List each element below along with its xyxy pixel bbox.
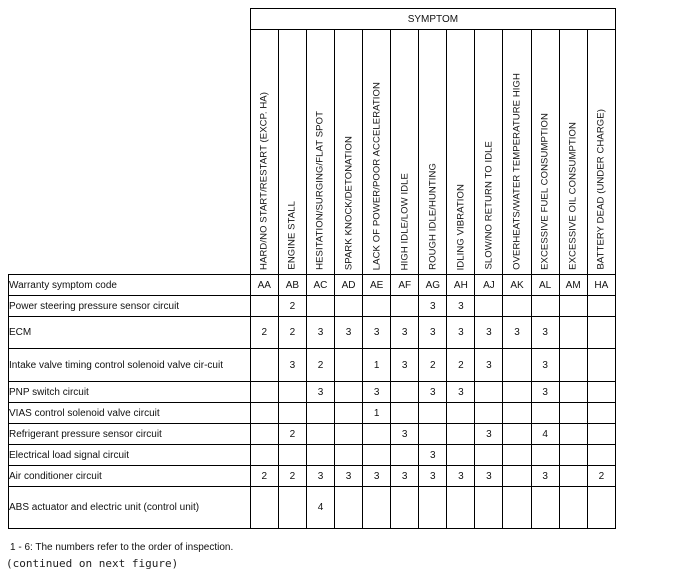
inspection-order-cell: [278, 487, 306, 529]
inspection-order-cell: [306, 296, 334, 317]
table-row: [9, 487, 616, 529]
inspection-order-cell: [559, 445, 587, 466]
inspection-order-cell: [559, 349, 587, 382]
column-header-label: EXCESSIVE OIL CONSUMPTION: [567, 122, 579, 270]
table-row: [9, 382, 616, 403]
inspection-order-cell: 3: [363, 382, 391, 403]
row-label: Power steering pressure sensor circuit: [9, 296, 251, 317]
column-header-label: OVERHEATS/WATER TEMPERATURE HIGH: [511, 73, 523, 270]
row-label: VIAS control solenoid valve circuit: [9, 403, 251, 424]
inspection-order-cell: 2: [278, 466, 306, 487]
inspection-order-cell: [306, 424, 334, 445]
inspection-order-cell: 2: [250, 317, 278, 349]
row-label: Air conditioner circuit: [9, 466, 251, 487]
footnote: 1 - 6: The numbers refer to the order of inspection.: [10, 542, 234, 553]
inspection-order-cell: [419, 403, 447, 424]
inspection-order-cell: [587, 382, 615, 403]
inspection-order-cell: [278, 445, 306, 466]
inspection-order-cell: [503, 403, 531, 424]
table-row: [9, 403, 616, 424]
column-header: [559, 30, 587, 275]
inspection-order-cell: 3: [531, 349, 559, 382]
table-corner: [9, 9, 251, 275]
inspection-order-cell: [391, 382, 419, 403]
inspection-order-cell: [250, 403, 278, 424]
column-header: [363, 30, 391, 275]
table-row: [9, 424, 616, 445]
column-header-label: ROUGH IDLE/HUNTING: [427, 163, 439, 270]
inspection-order-cell: [447, 424, 475, 445]
symptom-code: AG: [419, 275, 447, 296]
inspection-order-cell: 1: [363, 403, 391, 424]
inspection-order-cell: [419, 487, 447, 529]
column-header: [391, 30, 419, 275]
inspection-order-cell: 3: [306, 382, 334, 403]
inspection-order-cell: [335, 445, 363, 466]
column-header: [475, 30, 503, 275]
inspection-order-cell: 4: [531, 424, 559, 445]
inspection-order-cell: [503, 487, 531, 529]
inspection-order-cell: 3: [447, 382, 475, 403]
inspection-order-cell: 3: [391, 466, 419, 487]
inspection-order-cell: [391, 403, 419, 424]
inspection-order-cell: [391, 445, 419, 466]
inspection-order-cell: [335, 487, 363, 529]
column-header-label: ENGINE STALL: [286, 201, 298, 270]
column-header: [335, 30, 363, 275]
inspection-order-cell: 3: [503, 317, 531, 349]
symptom-code: AM: [559, 275, 587, 296]
inspection-order-cell: [559, 382, 587, 403]
inspection-order-cell: 3: [531, 317, 559, 349]
inspection-order-cell: [250, 296, 278, 317]
inspection-order-cell: [391, 296, 419, 317]
continued-note: (continued on next figure): [6, 557, 179, 570]
inspection-order-cell: [475, 296, 503, 317]
inspection-order-cell: [335, 403, 363, 424]
inspection-order-cell: [475, 445, 503, 466]
inspection-order-cell: [503, 296, 531, 317]
inspection-order-cell: 3: [419, 296, 447, 317]
inspection-order-cell: 2: [447, 349, 475, 382]
inspection-order-cell: [587, 349, 615, 382]
inspection-order-cell: [503, 424, 531, 445]
column-header-label: EXCESSIVE FUEL CONSUMPTION: [539, 113, 551, 270]
inspection-order-cell: [559, 296, 587, 317]
column-header: [447, 30, 475, 275]
inspection-order-cell: [335, 296, 363, 317]
inspection-order-cell: 2: [587, 466, 615, 487]
column-header-label: SPARK KNOCK/DETONATION: [343, 135, 355, 270]
inspection-order-cell: 3: [419, 466, 447, 487]
inspection-order-cell: [503, 466, 531, 487]
inspection-order-cell: 3: [306, 466, 334, 487]
symptom-code: AD: [335, 275, 363, 296]
row-label: ABS actuator and electric unit (control unit): [9, 487, 251, 529]
code-row-label: Warranty symptom code: [9, 275, 251, 296]
inspection-order-cell: [250, 424, 278, 445]
column-header: [419, 30, 447, 275]
inspection-order-cell: 3: [419, 445, 447, 466]
inspection-order-cell: [363, 424, 391, 445]
inspection-order-cell: 3: [278, 349, 306, 382]
inspection-order-cell: [363, 487, 391, 529]
inspection-order-cell: [475, 403, 503, 424]
symptom-code: AF: [391, 275, 419, 296]
column-header: [587, 30, 615, 275]
column-header-label: HARD/NO START/RESTART (EXCP. HA): [258, 92, 270, 270]
inspection-order-cell: 3: [306, 317, 334, 349]
inspection-order-cell: 3: [531, 382, 559, 403]
column-header: [531, 30, 559, 275]
table-row: [9, 317, 616, 349]
column-header: [250, 30, 278, 275]
symptom-table: [8, 8, 616, 529]
inspection-order-cell: [531, 296, 559, 317]
inspection-order-cell: [587, 296, 615, 317]
inspection-order-cell: [559, 317, 587, 349]
inspection-order-cell: [475, 382, 503, 403]
inspection-order-cell: [306, 403, 334, 424]
symptom-header: SYMPTOM: [250, 9, 615, 30]
inspection-order-cell: [587, 317, 615, 349]
inspection-order-cell: [587, 445, 615, 466]
inspection-order-cell: 3: [391, 424, 419, 445]
symptom-code: AC: [306, 275, 334, 296]
inspection-order-cell: [391, 487, 419, 529]
inspection-order-cell: [559, 403, 587, 424]
inspection-order-cell: [587, 487, 615, 529]
inspection-order-cell: 3: [447, 296, 475, 317]
inspection-order-cell: [363, 445, 391, 466]
inspection-order-cell: 3: [363, 466, 391, 487]
inspection-order-cell: [335, 382, 363, 403]
inspection-order-cell: 3: [475, 466, 503, 487]
inspection-order-cell: [278, 382, 306, 403]
inspection-order-cell: 3: [447, 466, 475, 487]
inspection-order-cell: 3: [335, 466, 363, 487]
table-row: [9, 445, 616, 466]
symptom-code: AE: [363, 275, 391, 296]
symptom-code: AJ: [475, 275, 503, 296]
inspection-order-cell: 3: [419, 317, 447, 349]
inspection-order-cell: 2: [250, 466, 278, 487]
inspection-order-cell: [503, 382, 531, 403]
inspection-order-cell: 2: [419, 349, 447, 382]
inspection-order-cell: 2: [278, 296, 306, 317]
column-header-label: HESITATION/SURGING/FLAT SPOT: [314, 111, 326, 270]
symptom-code: HA: [587, 275, 615, 296]
inspection-order-cell: [559, 487, 587, 529]
inspection-order-cell: 2: [278, 424, 306, 445]
column-header-label: IDLING VIBRATION: [455, 183, 467, 270]
symptom-code: AL: [531, 275, 559, 296]
row-label: Electrical load signal circuit: [9, 445, 251, 466]
code-row: [9, 275, 616, 296]
symptom-code: AA: [250, 275, 278, 296]
inspection-order-cell: [587, 424, 615, 445]
inspection-order-cell: 3: [391, 317, 419, 349]
row-label: PNP switch circuit: [9, 382, 251, 403]
inspection-order-cell: 3: [335, 317, 363, 349]
inspection-order-cell: 3: [391, 349, 419, 382]
row-label: Refrigerant pressure sensor circuit: [9, 424, 251, 445]
inspection-order-cell: 3: [447, 317, 475, 349]
column-header-label: BATTERY DEAD (UNDER CHARGE): [595, 109, 607, 270]
table-row: [9, 296, 616, 317]
inspection-order-cell: [503, 349, 531, 382]
column-header-label: LACK OF POWER/POOR ACCELERATION: [371, 81, 383, 270]
inspection-order-cell: [306, 445, 334, 466]
inspection-order-cell: [587, 403, 615, 424]
inspection-order-cell: 3: [419, 382, 447, 403]
inspection-order-cell: [419, 424, 447, 445]
table-row: [9, 349, 616, 382]
inspection-order-cell: [531, 445, 559, 466]
inspection-order-cell: 2: [278, 317, 306, 349]
inspection-order-cell: [447, 487, 475, 529]
column-header-label: SLOW/NO RETURN TO IDLE: [483, 141, 495, 270]
inspection-order-cell: [250, 349, 278, 382]
inspection-order-cell: [335, 349, 363, 382]
inspection-order-cell: [335, 424, 363, 445]
inspection-order-cell: [531, 487, 559, 529]
column-header-label: HIGH IDLE/LOW IDLE: [399, 172, 411, 270]
symptom-code: AK: [503, 275, 531, 296]
inspection-order-cell: 4: [306, 487, 334, 529]
row-label: ECM: [9, 317, 251, 349]
inspection-order-cell: [475, 487, 503, 529]
inspection-order-cell: 3: [531, 466, 559, 487]
inspection-order-cell: [250, 445, 278, 466]
inspection-order-cell: [278, 403, 306, 424]
inspection-order-cell: 1: [363, 349, 391, 382]
inspection-order-cell: 3: [475, 349, 503, 382]
column-header: [503, 30, 531, 275]
inspection-order-cell: 3: [475, 424, 503, 445]
inspection-order-cell: [559, 424, 587, 445]
inspection-order-cell: [559, 466, 587, 487]
inspection-order-cell: [503, 445, 531, 466]
table-row: [9, 466, 616, 487]
inspection-order-cell: 2: [306, 349, 334, 382]
inspection-order-cell: [531, 403, 559, 424]
inspection-order-cell: [250, 487, 278, 529]
column-header: [306, 30, 334, 275]
inspection-order-cell: [447, 445, 475, 466]
inspection-order-cell: 3: [475, 317, 503, 349]
symptom-code: AB: [278, 275, 306, 296]
row-label: Intake valve timing control solenoid valve cir-cuit: [9, 349, 251, 382]
inspection-order-cell: [250, 382, 278, 403]
column-header: [278, 30, 306, 275]
inspection-order-cell: [447, 403, 475, 424]
inspection-order-cell: [363, 296, 391, 317]
inspection-order-cell: 3: [363, 317, 391, 349]
symptom-code: AH: [447, 275, 475, 296]
